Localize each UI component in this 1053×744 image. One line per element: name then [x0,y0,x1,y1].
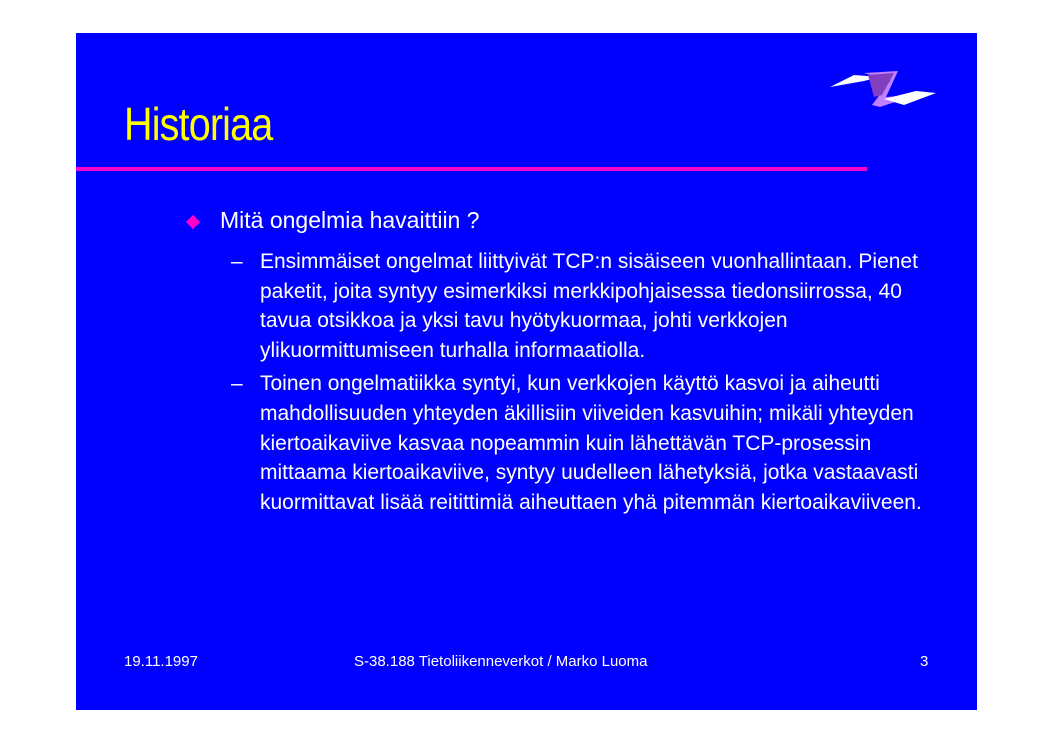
sub-bullet-list [231,247,931,521]
logo-icon [824,67,940,111]
sub-bullet-1 [231,247,931,365]
bullet-main [188,206,480,234]
sub-bullet-2 [231,369,931,517]
title-underline [76,167,867,171]
slide-title: Historiaa [124,98,273,150]
bullet-text: Mitä ongelmia havaittiin ? [220,207,480,233]
footer-date: 19.11.1997 [124,653,198,670]
sub-bullet-text: Ensimmäiset ongelmat liittyivät TCP:n sisäiseen vuonhallintaan. Pienet paketit, joita syntyy esimerkiksi merkkipohjaisessa tiedonsiirrossa, 40 tavua otsikkoa ja yksi tavu hyötykuormaa, johti verkkojen ylikuormittumiseen turhalla informaatiolla. [260,250,918,362]
footer-page-number: 3 [920,653,929,670]
dash-marker: – [231,250,243,273]
diamond-bullet-icon [186,215,200,229]
sub-bullet-text: Toinen ongelmatiikka syntyi, kun verkkojen käyttö kasvoi ja aiheutti mahdollisuuden yhteyden äkillisiin viiveiden kasvuihin; mikäli yhteyden kiertoaikaviive kasvaa nopeammin kuin lähettävän TCP-prosessin mittaama kiertoaikaviive, syntyy uudelleen lähetyksiä, jotka vastaavasti kuormittavat lisää reitittimiä aiheuttaen yhä pitemmän kiertoaikaviiveen. [260,372,922,514]
dash-marker: – [231,372,243,396]
slide [76,33,977,710]
footer-course: S-38.188 Tietoliikenneverkot / Marko Luoma [354,653,648,670]
